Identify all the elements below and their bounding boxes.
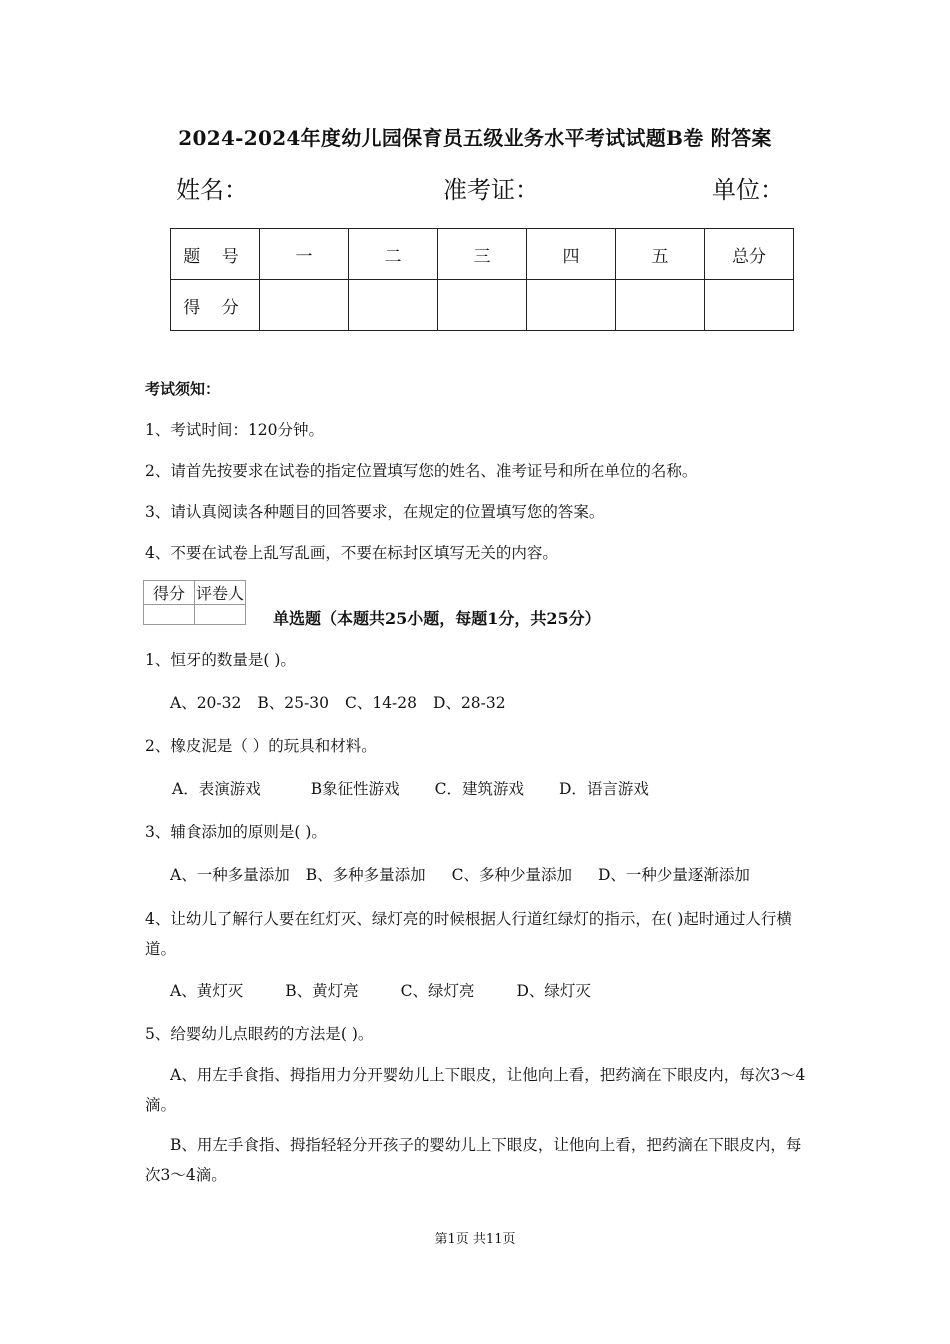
grader-score-label: 得分	[144, 581, 195, 605]
option: C．建筑游戏	[434, 780, 524, 798]
score-cell	[349, 280, 438, 331]
exam-number-field-label: 准考证：	[443, 176, 539, 204]
option: D、一种少量逐渐添加	[597, 866, 750, 884]
notice-item: 1、考试时间：120分钟。	[145, 421, 324, 439]
option: B、多种多量添加	[305, 866, 426, 884]
score-table	[170, 228, 794, 331]
question-long-option: B、用左手食指、拇指轻轻分开孩子的婴幼儿上下眼皮，让他向上看，把药滴在下眼皮内，每次3～4滴。	[145, 1136, 802, 1184]
score-cell	[438, 280, 527, 331]
question-options	[170, 691, 506, 713]
question-options	[172, 777, 649, 799]
option: C、绿灯亮	[400, 982, 475, 1000]
score-table-score-row	[171, 280, 794, 331]
page-footer: 第1页 共11页	[434, 1232, 516, 1247]
question-options	[170, 863, 750, 885]
section-heading: 单选题（本题共25小题，每题1分，共25分）	[273, 609, 601, 628]
score-table-col-1: 一	[260, 229, 349, 280]
question-long-option: A、用左手食指、拇指用力分开婴幼儿上下眼皮，让他向上看，把药滴在下眼皮内，每次3～4滴。	[145, 1066, 806, 1114]
score-cell	[705, 280, 794, 331]
grader-name-cell	[195, 605, 246, 625]
grader-box	[143, 580, 246, 625]
option: B象征性游戏	[310, 780, 400, 798]
unit-field-label: 单位：	[712, 176, 784, 204]
notice-heading: 考试须知：	[145, 380, 221, 398]
score-table-col-5: 五	[616, 229, 705, 280]
score-table-row-label: 得 分	[171, 280, 260, 331]
question-stem: 4、让幼儿了解行人要在红灯灭、绿灯亮的时候根据人行道红绿灯的指示，在( )起时通过人行横道。	[145, 910, 792, 958]
option: A．表演游戏	[172, 780, 261, 798]
question-stem: 1、恒牙的数量是( )。	[145, 651, 296, 669]
notice-item: 3、请认真阅读各种题目的回答要求，在规定的位置填写您的答案。	[145, 503, 605, 521]
score-cell	[260, 280, 349, 331]
score-table-header-row	[171, 229, 794, 280]
score-table-col-total: 总分	[705, 229, 794, 280]
notice-item: 4、不要在试卷上乱写乱画，不要在标封区填写无关的内容。	[145, 544, 558, 562]
option: C、14-28	[344, 694, 418, 712]
option: B、25-30	[257, 694, 329, 712]
question-stem: 5、给婴幼儿点眼药的方法是( )。	[145, 1025, 374, 1043]
option: A、20-32	[170, 694, 242, 712]
notice-item: 2、请首先按要求在试卷的指定位置填写您的姓名、准考证号和所在单位的名称。	[145, 462, 698, 480]
option: D．语言游戏	[558, 780, 649, 798]
score-table-col-3: 三	[438, 229, 527, 280]
grader-score-cell	[144, 605, 195, 625]
score-table-col-2: 二	[349, 229, 438, 280]
option: D、绿灯灭	[516, 982, 591, 1000]
question-stem: 2、橡皮泥是（ ）的玩具和材料。	[145, 737, 377, 755]
name-field-label: 姓名：	[176, 176, 248, 204]
option: C、多种少量添加	[451, 866, 572, 884]
page-title: 2024-2024年度幼儿园保育员五级业务水平考试试题B卷 附答案	[178, 126, 772, 150]
option: D、28-32	[433, 694, 506, 712]
score-table-header-label: 题 号	[171, 229, 260, 280]
option: A、黄灯灭	[170, 982, 244, 1000]
question-stem: 3、辅食添加的原则是( )。	[145, 823, 327, 841]
grader-name-label: 评卷人	[195, 581, 246, 605]
score-cell	[616, 280, 705, 331]
score-cell	[527, 280, 616, 331]
option: A、一种多量添加	[170, 866, 290, 884]
score-table-col-4: 四	[527, 229, 616, 280]
option: B、黄灯亮	[285, 982, 359, 1000]
question-options	[170, 979, 591, 1001]
